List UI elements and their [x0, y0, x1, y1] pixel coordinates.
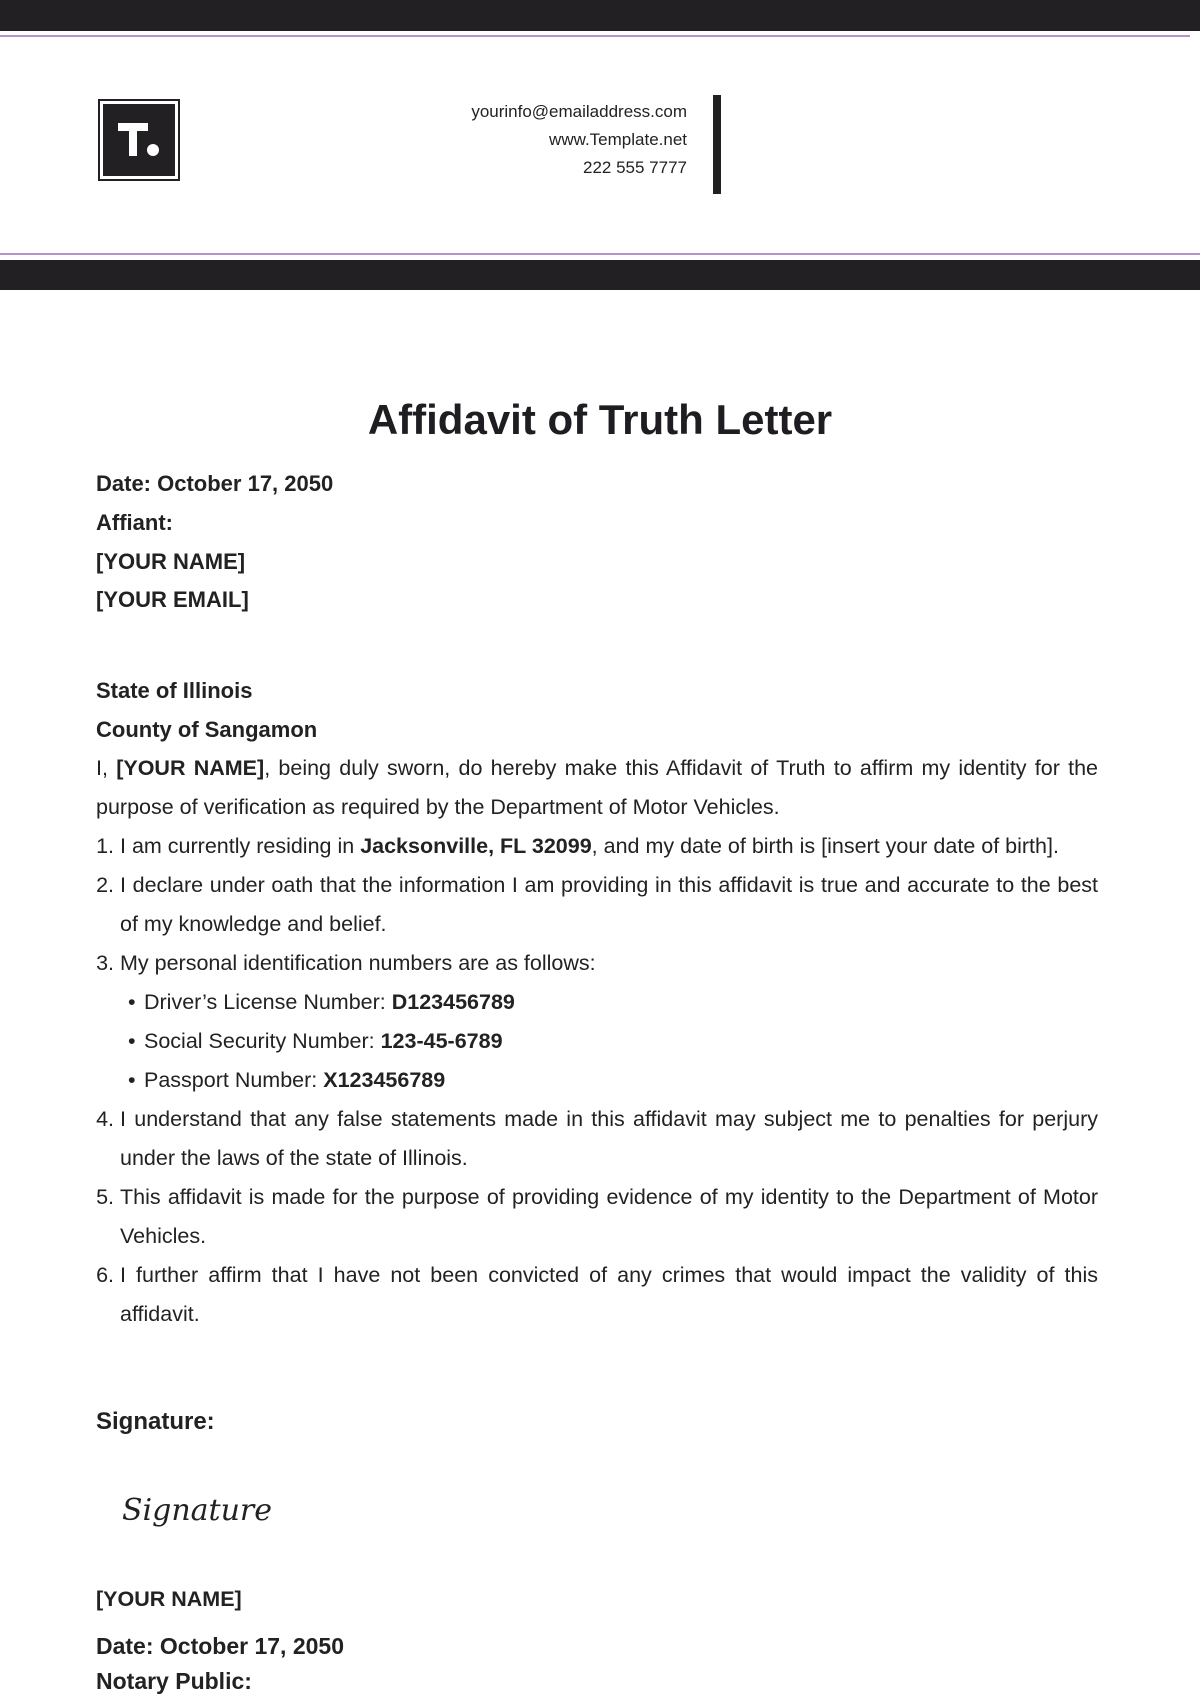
item2-text: I declare under oath that the information I am providing in this affidavit is true and accurate to the best of my knowledge and belief.	[120, 873, 1098, 936]
signer-name: [YOUR NAME]	[96, 1587, 242, 1611]
id-numbers-list	[120, 983, 1098, 1100]
top-purple-rule	[0, 35, 1190, 37]
item1-address: Jacksonville, FL 32099	[360, 834, 592, 858]
list-item	[120, 944, 1098, 1100]
id-value: D123456789	[391, 990, 515, 1014]
contact-email[interactable]: yourinfo@emailaddress.com	[471, 102, 687, 121]
list-item	[120, 1256, 1098, 1334]
list-item	[120, 1178, 1098, 1256]
county-line: County of Sangamon	[96, 717, 318, 742]
item3-text: My personal identification numbers are as follows:	[120, 951, 596, 975]
company-logo	[98, 99, 180, 181]
list-item	[120, 1100, 1098, 1178]
signature-script-text: Signature	[122, 1493, 273, 1528]
item6-text: I further affirm that I have not been convicted of any crimes that would impact the validity of this affidavit.	[120, 1263, 1098, 1326]
affiant-label: Affiant:	[96, 510, 173, 535]
affidavit-items	[96, 827, 1098, 1334]
list-item	[120, 827, 1098, 866]
top-dark-band	[0, 0, 1200, 31]
id-item	[144, 983, 1098, 1022]
affiant-email: [YOUR EMAIL]	[96, 587, 249, 612]
document-title: Affidavit of Truth Letter	[367, 396, 833, 443]
item1-text: I am currently residing in	[120, 834, 361, 858]
item1-text-end: , and my date of birth is [insert your date of birth].	[591, 834, 1059, 858]
id-value: 123-45-6789	[380, 1029, 503, 1053]
intro-rest: , being duly sworn, do hereby make this Affidavit of Truth to affirm my identity for the purpose of verification as required by the Department of Motor Vehicles.	[96, 756, 1099, 819]
signature-label: Signature:	[96, 1408, 215, 1435]
list-item	[120, 866, 1098, 944]
header-vertical-bar	[713, 95, 721, 194]
date-line: Date: October 17, 2050	[96, 471, 334, 496]
id-label: Driver’s License Number:	[144, 990, 392, 1014]
logo-mark	[103, 104, 175, 176]
id-item	[144, 1061, 1098, 1100]
signature-script	[118, 1478, 278, 1538]
item4-text: I understand that any false statements made in this affidavit may subject me to penalties for perjury under the laws of the state of Illinois.	[120, 1107, 1098, 1170]
notary-label: Notary Public:	[96, 1668, 252, 1694]
id-label: Passport Number:	[144, 1068, 324, 1092]
bottom-purple-rule	[0, 253, 1200, 255]
state-line: State of Illinois	[96, 678, 253, 703]
contact-block	[471, 98, 687, 182]
intro-paragraph	[96, 749, 1098, 827]
signature-image	[118, 1478, 278, 1543]
intro-name: [YOUR NAME]	[116, 756, 265, 780]
intro-prefix: I,	[96, 756, 117, 780]
contact-website[interactable]: www.Template.net	[549, 130, 687, 149]
logo-t-icon	[103, 104, 173, 174]
id-label: Social Security Number:	[144, 1029, 381, 1053]
signature-date: Date: October 17, 2050	[96, 1633, 345, 1659]
affiant-name: [YOUR NAME]	[96, 549, 246, 574]
id-value: X123456789	[323, 1068, 446, 1092]
bottom-dark-band	[0, 260, 1200, 290]
id-item	[144, 1022, 1098, 1061]
contact-phone: 222 555 7777	[583, 158, 687, 177]
item5-text: This affidavit is made for the purpose of providing evidence of my identity to the Department of Motor Vehicles.	[120, 1185, 1098, 1248]
